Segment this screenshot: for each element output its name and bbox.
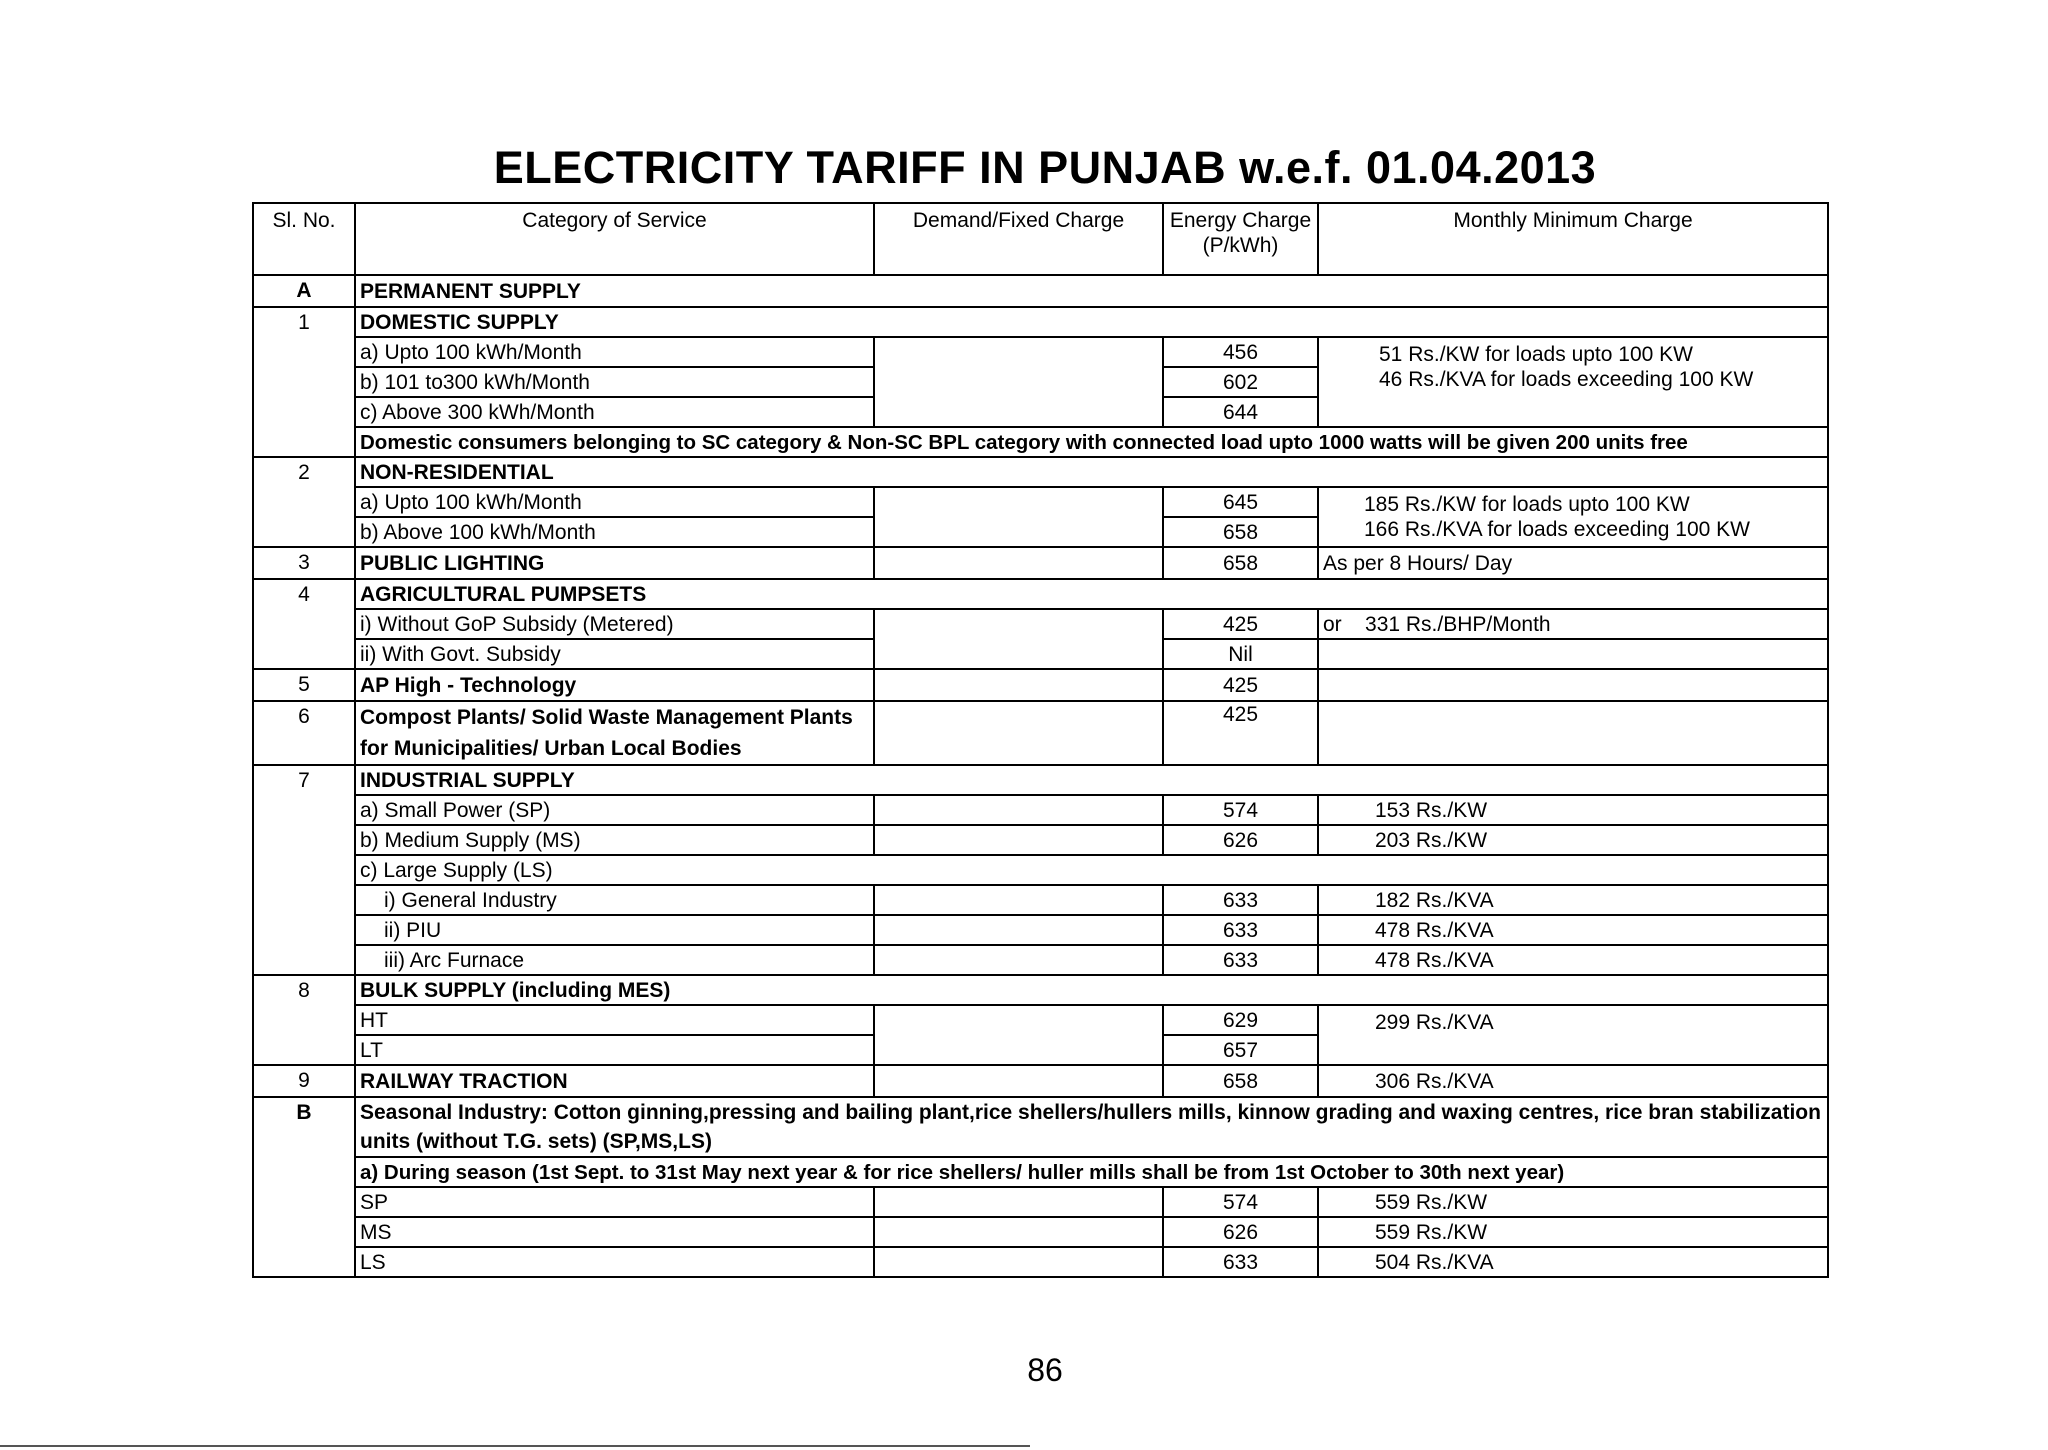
table-row <box>253 1005 1828 1035</box>
demand-cell <box>874 547 1163 579</box>
category-cell: b) Above 100 kWh/Month <box>355 517 874 547</box>
demand-cell <box>874 701 1163 765</box>
demand-cell <box>874 1217 1163 1247</box>
energy-cell: 633 <box>1163 885 1318 915</box>
category-heading: INDUSTRIAL SUPPLY <box>355 765 1828 795</box>
energy-cell: 456 <box>1163 337 1318 367</box>
energy-cell: 629 <box>1163 1005 1318 1035</box>
energy-cell: 645 <box>1163 487 1318 517</box>
category-heading: RAILWAY TRACTION <box>355 1065 874 1097</box>
category-cell: b) 101 to300 kWh/Month <box>355 367 874 397</box>
energy-cell: 658 <box>1163 517 1318 547</box>
section-heading: Seasonal Industry: Cotton ginning,pressing and bailing plant,rice shellers/hullers mills, kinnow grading and waxing centres, rice bran stabilization units (without T.G. sets) (SP,MS,LS) <box>355 1097 1828 1157</box>
table-row <box>253 547 1828 579</box>
energy-cell: 425 <box>1163 701 1318 765</box>
minimum-line: 185 Rs./KW for loads upto 100 KW <box>1364 493 1690 516</box>
sl-cell: 1 <box>253 307 355 457</box>
sl-cell: 6 <box>253 701 355 765</box>
minimum-cell <box>1318 337 1828 427</box>
table-row <box>253 1065 1828 1097</box>
category-cell: MS <box>355 1217 874 1247</box>
demand-cell <box>874 337 1163 427</box>
category-heading: NON-RESIDENTIAL <box>355 457 1828 487</box>
minimum-cell <box>1318 669 1828 701</box>
category-cell: b) Medium Supply (MS) <box>355 825 874 855</box>
table-row <box>253 945 1828 975</box>
demand-cell <box>874 795 1163 825</box>
category-cell: iii) Arc Furnace <box>355 945 874 975</box>
category-cell: HT <box>355 1005 874 1035</box>
energy-cell: 626 <box>1163 825 1318 855</box>
energy-cell: 425 <box>1163 669 1318 701</box>
table-row <box>253 579 1828 609</box>
demand-cell <box>874 825 1163 855</box>
header-category: Category of Service <box>355 203 874 275</box>
category-cell: a) Upto 100 kWh/Month <box>355 337 874 367</box>
table-row <box>253 1097 1828 1157</box>
header-energy: Energy Charge (P/kWh) <box>1163 203 1318 275</box>
demand-cell <box>874 1005 1163 1065</box>
demand-cell <box>874 885 1163 915</box>
sl-cell: 2 <box>253 457 355 547</box>
category-cell: LS <box>355 1247 874 1277</box>
table-row <box>253 307 1828 337</box>
energy-cell: 657 <box>1163 1035 1318 1065</box>
page-number: 86 <box>1027 1352 1063 1388</box>
sl-cell: B <box>253 1097 355 1277</box>
header-demand: Demand/Fixed Charge <box>874 203 1163 275</box>
minimum-cell: or 331 Rs./BHP/Month <box>1318 609 1828 639</box>
minimum-cell: 559 Rs./KW <box>1318 1187 1828 1217</box>
demand-cell <box>874 915 1163 945</box>
sl-cell: A <box>253 275 355 307</box>
energy-cell: 425 <box>1163 609 1318 639</box>
season-note: a) During season (1st Sept. to 31st May next year & for rice shellers/ huller mills shall be from 1st October to 30th next year) <box>355 1157 1828 1187</box>
category-cell: SP <box>355 1187 874 1217</box>
demand-cell <box>874 1247 1163 1277</box>
minimum-cell: 203 Rs./KW <box>1318 825 1828 855</box>
sl-cell: 8 <box>253 975 355 1065</box>
energy-cell: 658 <box>1163 1065 1318 1097</box>
table-row <box>253 487 1828 517</box>
table-row <box>253 915 1828 945</box>
minimum-line: 51 Rs./KW for loads upto 100 KW <box>1379 343 1693 366</box>
demand-cell <box>874 669 1163 701</box>
table-row <box>253 825 1828 855</box>
domestic-note: Domestic consumers belonging to SC category & Non-SC BPL category with connected load upto 1000 watts will be given 200 units free <box>355 427 1828 457</box>
demand-cell <box>874 1065 1163 1097</box>
minimum-cell: As per 8 Hours/ Day <box>1318 547 1828 579</box>
table-row <box>253 1157 1828 1187</box>
energy-cell: 574 <box>1163 1187 1318 1217</box>
demand-cell <box>874 609 1163 669</box>
header-minimum: Monthly Minimum Charge <box>1318 203 1828 275</box>
minimum-line: 166 Rs./KVA for loads exceeding 100 KW <box>1364 518 1750 541</box>
category-cell: LT <box>355 1035 874 1065</box>
category-heading: PUBLIC LIGHTING <box>355 547 874 579</box>
category-cell: ii) PIU <box>355 915 874 945</box>
energy-cell: Nil <box>1163 639 1318 669</box>
minimum-cell: 153 Rs./KW <box>1318 795 1828 825</box>
sl-cell: 4 <box>253 579 355 669</box>
energy-cell: 626 <box>1163 1217 1318 1247</box>
minimum-cell: 299 Rs./KVA <box>1318 1005 1828 1065</box>
category-cell: c) Large Supply (LS) <box>355 855 1828 885</box>
demand-cell <box>874 945 1163 975</box>
category-heading: BULK SUPPLY (including MES) <box>355 975 1828 1005</box>
energy-cell: 633 <box>1163 915 1318 945</box>
table-row <box>253 855 1828 885</box>
demand-cell <box>874 487 1163 547</box>
minimum-cell: 182 Rs./KVA <box>1318 885 1828 915</box>
header-sl: Sl. No. <box>253 203 355 275</box>
category-heading: AGRICULTURAL PUMPSETS <box>355 579 1828 609</box>
sl-cell: 3 <box>253 547 355 579</box>
minimum-cell: 504 Rs./KVA <box>1318 1247 1828 1277</box>
energy-cell: 574 <box>1163 795 1318 825</box>
minimum-cell: 478 Rs./KVA <box>1318 945 1828 975</box>
table-row <box>253 427 1828 457</box>
energy-cell: 602 <box>1163 367 1318 397</box>
minimum-cell <box>1318 701 1828 765</box>
table-row <box>253 275 1828 307</box>
table-row <box>253 1187 1828 1217</box>
sl-cell: 9 <box>253 1065 355 1097</box>
table-row <box>253 609 1828 639</box>
minimum-cell: 559 Rs./KW <box>1318 1217 1828 1247</box>
energy-cell: 633 <box>1163 1247 1318 1277</box>
sl-cell: 7 <box>253 765 355 975</box>
category-heading: Compost Plants/ Solid Waste Management Plants for Municipalities/ Urban Local Bodies <box>355 701 874 765</box>
category-cell: a) Upto 100 kWh/Month <box>355 487 874 517</box>
section-heading: PERMANENT SUPPLY <box>355 275 1828 307</box>
category-cell: i) Without GoP Subsidy (Metered) <box>355 609 874 639</box>
table-row <box>253 975 1828 1005</box>
category-heading: AP High - Technology <box>355 669 874 701</box>
minimum-cell: 306 Rs./KVA <box>1318 1065 1828 1097</box>
tariff-table <box>252 202 1829 1278</box>
table-row <box>253 1247 1828 1277</box>
table-row <box>253 765 1828 795</box>
category-cell: c) Above 300 kWh/Month <box>355 397 874 427</box>
minimum-cell <box>1318 639 1828 669</box>
category-cell: a) Small Power (SP) <box>355 795 874 825</box>
table-row <box>253 795 1828 825</box>
page-title: ELECTRICITY TARIFF IN PUNJAB w.e.f. 01.04.2013 <box>493 142 1597 193</box>
minimum-cell <box>1318 487 1828 547</box>
category-cell: i) General Industry <box>355 885 874 915</box>
table-row <box>253 701 1828 765</box>
minimum-line: 46 Rs./KVA for loads exceeding 100 KW <box>1379 368 1754 391</box>
demand-cell <box>874 1187 1163 1217</box>
header-row <box>253 203 1828 275</box>
bottom-rule <box>0 1445 1030 1447</box>
table-row <box>253 1217 1828 1247</box>
energy-cell: 658 <box>1163 547 1318 579</box>
category-heading: DOMESTIC SUPPLY <box>355 307 1828 337</box>
table-row <box>253 669 1828 701</box>
energy-cell: 644 <box>1163 397 1318 427</box>
minimum-cell: 478 Rs./KVA <box>1318 915 1828 945</box>
table-row <box>253 885 1828 915</box>
category-cell: ii) With Govt. Subsidy <box>355 639 874 669</box>
sl-cell: 5 <box>253 669 355 701</box>
energy-cell: 633 <box>1163 945 1318 975</box>
table-row <box>253 457 1828 487</box>
table-row <box>253 337 1828 367</box>
